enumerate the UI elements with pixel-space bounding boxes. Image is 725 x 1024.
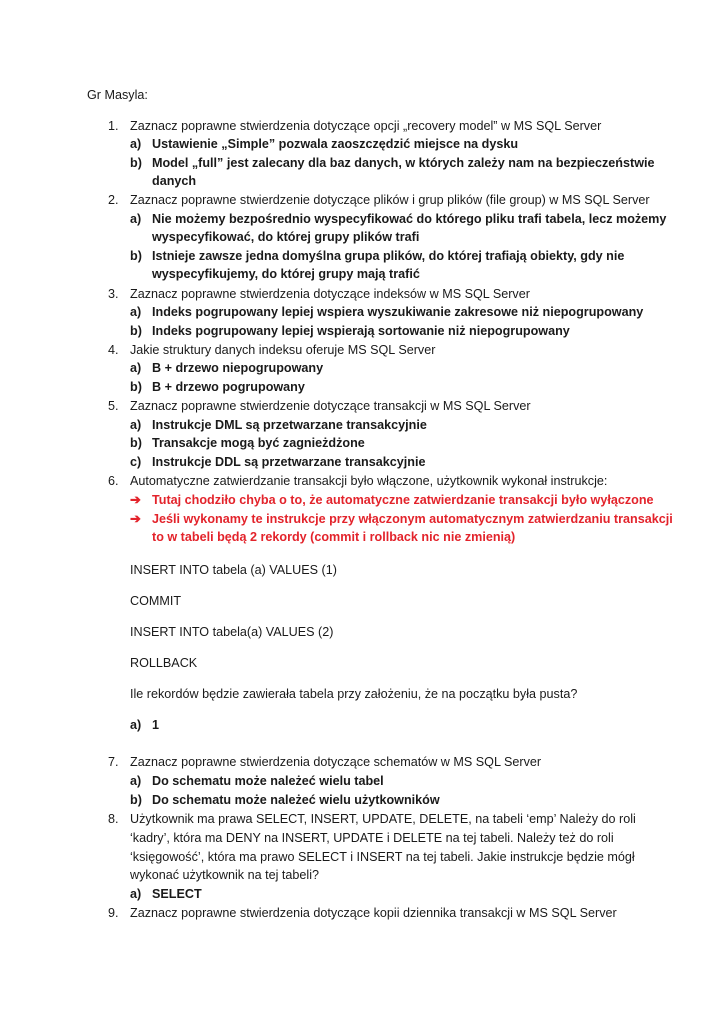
q8-a-text: SELECT [152, 887, 202, 901]
q7-a-text: Do schematu może należeć wielu tabel [152, 774, 384, 788]
q4-text: Jakie struktury danych indeksu oferuje MS SQL Server [130, 343, 436, 357]
q8-line3: ‘księgowość’, która ma prawo SELECT i INSERT na tej tabeli. Jakie instrukcje będzie mógł [130, 850, 635, 864]
q8-number: 8. [108, 812, 119, 826]
q4-b-text: B + drzewo pogrupowany [152, 380, 305, 394]
q5-text: Zaznacz poprawne stwierdzenie dotyczące transakcji w MS SQL Server [130, 399, 531, 413]
q2-a-line2: wyspecyfikować, do której grupy plików trafi [152, 230, 420, 244]
q8-line1: Użytkownik ma prawa SELECT, INSERT, UPDATE, DELETE, na tabeli ‘emp’ Należy do roli [130, 812, 636, 826]
q8-a-label: a) [130, 887, 142, 901]
q2-b-line2: wyspecyfikujemy, do której grupy mają trafić [152, 267, 420, 281]
q3-b-text: Indeks pogrupowany lepiej wspierają sortowanie niż niepogrupowany [152, 324, 570, 338]
q5-number: 5. [108, 399, 119, 413]
q6-sql3: INSERT INTO tabela(a) VALUES (2) [130, 625, 334, 639]
q9-text: Zaznacz poprawne stwierdzenia dotyczące kopii dziennika transakcji w MS SQL Server [130, 906, 617, 920]
q6-a-label: a) [130, 718, 142, 732]
q4-b-label: b) [130, 380, 142, 394]
q4-number: 4. [108, 343, 119, 357]
q1-a-label: a) [130, 137, 142, 151]
q4-a-text: B + drzewo niepogrupowany [152, 361, 324, 375]
q3-a-text: Indeks pogrupowany lepiej wspiera wyszukiwanie zakresowe niż niepogrupowany [152, 305, 644, 319]
q1-a-text: Ustawienie „Simple” pozwala zaoszczędzić miejsce na dysku [152, 137, 519, 151]
q1-b-line1: Model „full” jest zalecany dla baz danych, w których zależy nam na bezpieczeństwie [152, 156, 655, 170]
q6-question: Ile rekordów będzie zawierała tabela przy założeniu, że na początku była pusta? [130, 687, 578, 701]
q3-b-label: b) [130, 324, 142, 338]
q8-line4: wykonać użytkownik na tej tabeli? [130, 868, 320, 882]
q6-text: Automatyczne zatwierdzanie transakcji było włączone, użytkownik wykonał instrukcje: [130, 474, 608, 488]
q3-text: Zaznacz poprawne stwierdzenia dotyczące indeksów w MS SQL Server [130, 287, 530, 301]
q3-a-label: a) [130, 305, 142, 319]
document-heading: Gr Masyla: [87, 88, 148, 102]
q5-c-label: c) [130, 455, 142, 469]
q2-a-line1: Nie możemy bezpośrednio wyspecyfikować do którego pliku trafi tabela, lecz możemy [152, 212, 667, 226]
q7-b-text: Do schematu może należeć wielu użytkowników [152, 793, 440, 807]
q9-number: 9. [108, 906, 119, 920]
q6-number: 6. [108, 474, 119, 488]
q6-sql4: ROLLBACK [130, 656, 198, 670]
q2-b-line1: Istnieje zawsze jedna domyślna grupa plików, do której trafiają obiekty, gdy nie [152, 249, 625, 263]
q6-note2-line2: to w tabeli będą 2 rekordy (commit i rollback nic nie zmienią) [152, 530, 516, 544]
arrow-right-icon: ➔ [130, 492, 141, 507]
q2-text: Zaznacz poprawne stwierdzenie dotyczące plików i grup plików (file group) w MS SQL Server [130, 193, 650, 207]
q5-c-text: Instrukcje DDL są przetwarzane transakcyjnie [152, 455, 426, 469]
q4-a-label: a) [130, 361, 142, 375]
q6-a-text: 1 [152, 718, 160, 732]
q7-b-label: b) [130, 793, 142, 807]
arrow-right-icon: ➔ [130, 511, 141, 526]
q2-a-label: a) [130, 212, 142, 226]
q1-text: Zaznacz poprawne stwierdzenia dotyczące opcji „recovery model” w MS SQL Server [130, 119, 602, 133]
q5-a-text: Instrukcje DML są przetwarzane transakcyjnie [152, 418, 427, 432]
q6-sql1: INSERT INTO tabela (a) VALUES (1) [130, 563, 337, 577]
q6-note1: Tutaj chodziło chyba o to, że automatyczne zatwierdzanie transakcji było wyłączone [152, 493, 654, 507]
q8-line2: ‘kadry’, która ma DENY na INSERT, UPDATE i DELETE na tej tabeli. Należy też do roli [130, 831, 614, 845]
q7-text: Zaznacz poprawne stwierdzenia dotyczące schematów w MS SQL Server [130, 755, 542, 769]
q1-b-line2: danych [152, 174, 197, 188]
q5-b-label: b) [130, 436, 142, 450]
q6-sql2: COMMIT [130, 594, 182, 608]
q5-b-text: Transakcje mogą być zagnieżdżone [152, 436, 365, 450]
q7-number: 7. [108, 755, 119, 769]
q6-note2-line1: Jeśli wykonamy te instrukcje przy włączonym automatycznym zatwierdzaniu transakcji [152, 512, 673, 526]
q2-number: 2. [108, 193, 119, 207]
q5-a-label: a) [130, 418, 142, 432]
q1-number: 1. [108, 119, 119, 133]
q7-a-label: a) [130, 774, 142, 788]
q3-number: 3. [108, 287, 119, 301]
q1-b-label: b) [130, 156, 142, 170]
q2-b-label: b) [130, 249, 142, 263]
